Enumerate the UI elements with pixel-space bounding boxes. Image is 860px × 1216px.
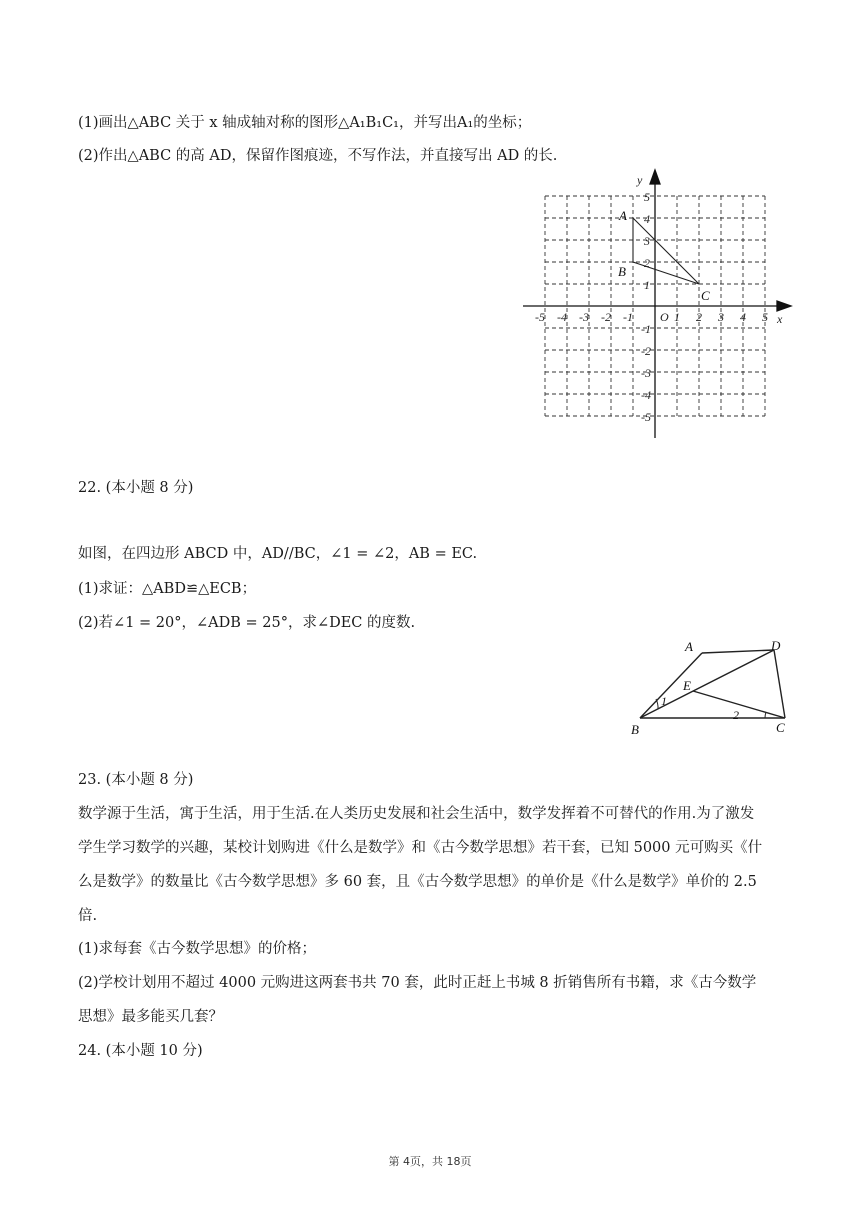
y-tick-label: -2	[641, 344, 651, 358]
y-tick-label: 2	[644, 256, 650, 270]
label-A: A	[685, 639, 693, 654]
q23-stem-line-3: 么是数学》的数量比《古今数学思想》多 60 套，且《古今数学思想》的单价是《什么是数学》单价的 2.5	[78, 874, 757, 890]
y-axis-label: y	[637, 173, 643, 187]
segment-AD	[702, 650, 774, 653]
q23-stem-line-4: 倍.	[78, 908, 98, 924]
y-tick-label: 3	[644, 234, 650, 248]
q23-part2-line-2: 思想》最多能买几套？	[78, 1009, 223, 1025]
triangle-ABC	[633, 218, 699, 284]
quadrilateral-figure	[625, 637, 800, 742]
y-tick-label: -1	[641, 322, 651, 336]
label-angle-1: 1	[661, 694, 667, 708]
segment-AB	[640, 653, 702, 718]
segment-EC	[693, 691, 785, 718]
q22-stem: 如图，在四边形 ABCD 中，AD//BC，∠1 = ∠2，AB = EC.	[78, 546, 478, 562]
segment-DC	[774, 650, 785, 718]
y-tick-label: 4	[644, 212, 650, 226]
label-D: D	[771, 638, 781, 653]
q22-part1: (1)求证：△ABD≌△ECB；	[78, 581, 257, 597]
x-tick-label: -5	[535, 310, 545, 324]
x-tick-label: 4	[740, 310, 746, 324]
q24-heading: 24. (本小题 10 分)	[78, 1043, 203, 1059]
angle-1-arc	[656, 699, 658, 709]
q23-part1: (1)求每套《古今数学思想》的价格；	[78, 941, 317, 957]
q21-part1: (1)画出△ABC 关于 x 轴成轴对称的图形△A₁B₁C₁，并写出A₁的坐标；	[78, 115, 532, 131]
x-tick-label: -2	[601, 310, 611, 324]
y-axis-arrow	[650, 170, 660, 184]
y-tick-label: 5	[644, 190, 650, 204]
coordinate-grid-figure	[515, 168, 800, 443]
point-label-C: C	[701, 288, 710, 303]
y-tick-label: 1	[644, 278, 650, 292]
origin-label: O	[660, 310, 669, 324]
point-label-B: B	[618, 264, 626, 279]
x-tick-label: -4	[557, 310, 567, 324]
y-tick-label: -4	[641, 388, 651, 402]
x-axis-label: x	[777, 312, 783, 326]
q21-part2: (2)作出△ABC 的高 AD，保留作图痕迹，不写作法，并直接写出 AD 的长.	[78, 148, 558, 164]
label-B: B	[631, 722, 639, 737]
x-tick-label: 5	[762, 310, 768, 324]
q22-part2: (2)若∠1 = 20°，∠ADB = 25°，求∠DEC 的度数.	[78, 615, 416, 631]
page-footer: 第 4页，共 18页	[388, 1155, 472, 1168]
x-tick-label: 1	[674, 310, 680, 324]
y-tick-label: -5	[641, 410, 651, 424]
q22-heading: 22. (本小题 8 分)	[78, 480, 194, 496]
y-tick-label: -3	[641, 366, 651, 380]
q23-stem-line-2: 学生学习数学的兴趣，某校计划购进《什么是数学》和《古今数学思想》若干套，已知 5000 元可购买《什	[78, 840, 763, 856]
x-tick-label: -1	[623, 310, 633, 324]
label-E: E	[683, 678, 691, 693]
x-tick-label: -3	[579, 310, 589, 324]
point-label-A: A	[619, 208, 627, 223]
x-tick-label: 2	[696, 310, 702, 324]
q23-heading: 23. (本小题 8 分)	[78, 772, 194, 788]
q23-part2-line-1: (2)学校计划用不超过 4000 元购进这两套书共 70 套，此时正赶上书城 8 折销售所有书籍，求《古今数学	[78, 975, 757, 991]
label-C: C	[776, 720, 785, 735]
label-angle-2: 2	[733, 708, 739, 722]
x-tick-label: 3	[718, 310, 724, 324]
q23-stem-line-1: 数学源于生活，寓于生活，用于生活.在人类历史发展和社会生活中，数学发挥着不可替代的作用.为了激发	[78, 806, 755, 822]
x-axis-arrow	[777, 301, 791, 311]
